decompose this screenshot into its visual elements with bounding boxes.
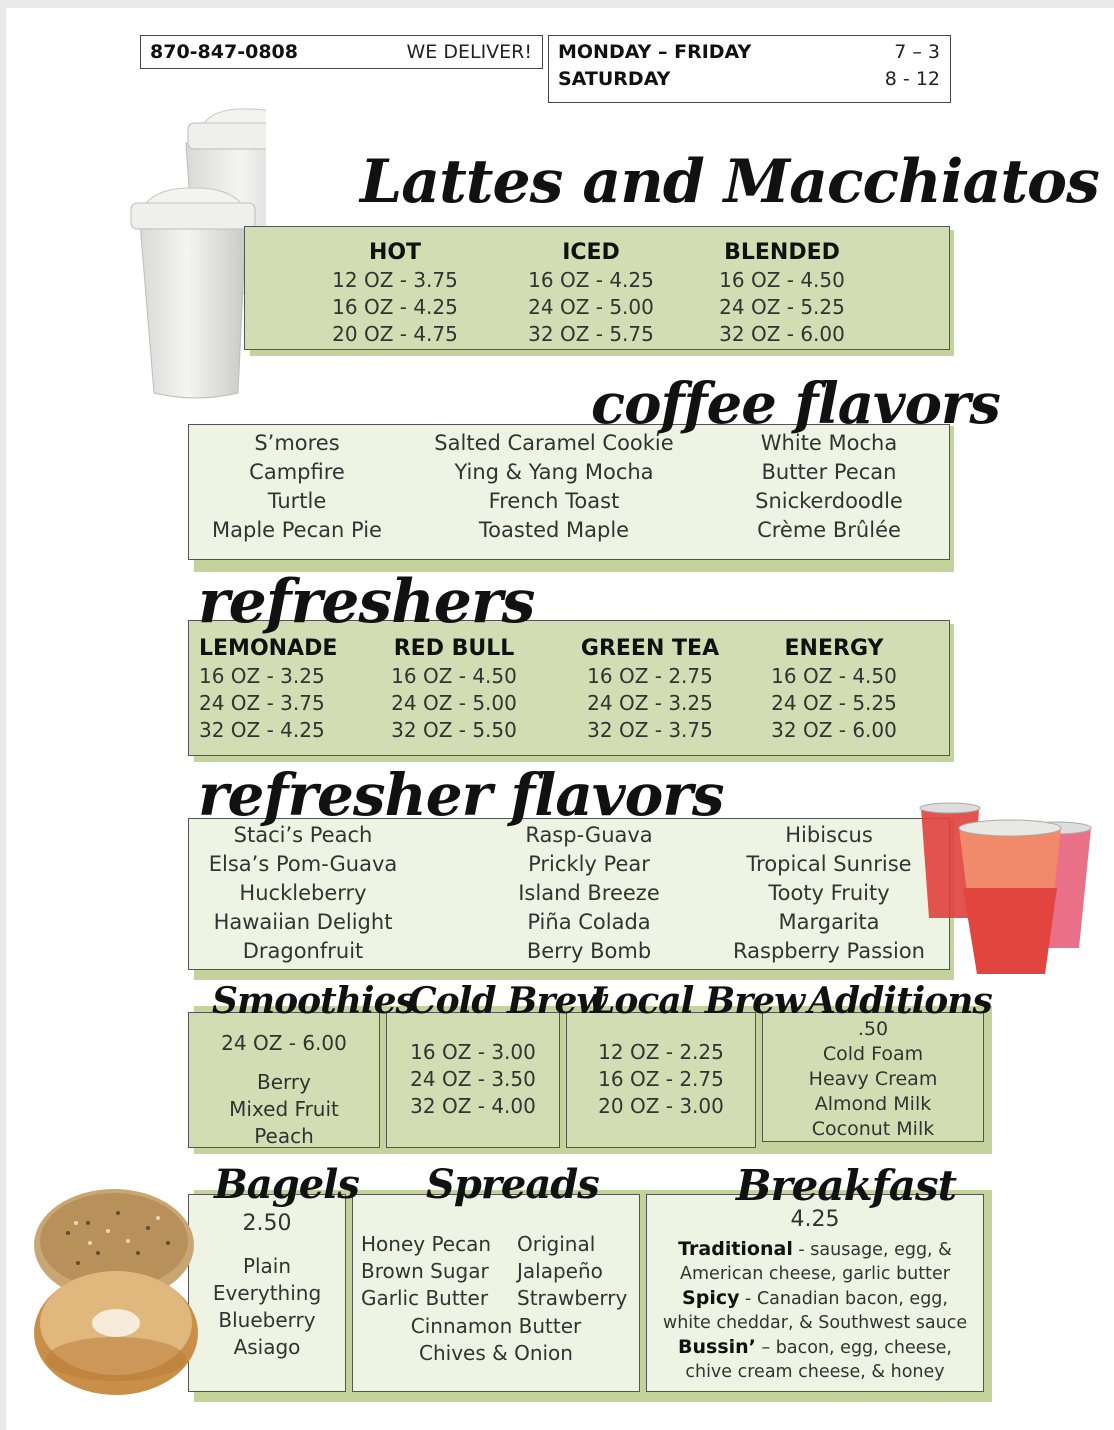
item-separator: -	[739, 1289, 757, 1309]
size-price: 16 OZ - 4.50	[719, 268, 845, 292]
flavor-item: Berry Bomb	[526, 939, 652, 963]
bagels-box	[188, 1194, 346, 1392]
bagel-item: Asiago	[233, 1335, 301, 1359]
breakfast-price: 4.25	[790, 1207, 840, 1232]
size-price: 16 OZ - 2.75	[587, 664, 713, 688]
refreshers-col-lemonade	[199, 635, 337, 744]
size-price: 24 OZ - 5.25	[771, 691, 897, 715]
item-name: Bussin’	[678, 1336, 756, 1358]
hours-days: MONDAY – FRIDAY	[558, 41, 752, 63]
hours-time: 7 – 3	[894, 41, 940, 63]
size-price: 32 OZ - 3.75	[587, 718, 713, 742]
bagel-item: Plain	[242, 1254, 292, 1278]
size-price: 24 OZ - 5.00	[528, 295, 654, 319]
refreshers-title: refreshers	[198, 567, 535, 637]
column-heading: GREEN TEA	[580, 636, 720, 661]
flavor-item: Hawaiian Delight	[213, 910, 393, 934]
breakfast-item-spicy	[647, 1286, 983, 1311]
flavor-item: Elsa’s Pom-Guava	[208, 852, 398, 876]
column-heading: LEMONADE	[199, 636, 338, 661]
spreads-grid	[361, 1231, 627, 1312]
spreads-box	[352, 1194, 640, 1392]
flavor-item: Toasted Maple	[478, 518, 630, 542]
cold-brew-box	[386, 1012, 560, 1148]
hours-time: 8 - 12	[884, 68, 940, 90]
spreads-row	[361, 1231, 627, 1258]
smoothie-item: Peach	[254, 1124, 314, 1148]
lattes-column-blended	[702, 239, 862, 348]
item-description: bacon, egg, cheese,	[775, 1338, 952, 1358]
column-heading: ICED	[562, 240, 620, 265]
addition-item: Heavy Cream	[808, 1068, 938, 1090]
size-price: 16 OZ - 4.25	[528, 268, 654, 292]
flavor-item: Piña Colada	[527, 910, 651, 934]
breakfast-item-traditional	[647, 1237, 983, 1262]
flavor-item: Crème Brûlée	[757, 518, 901, 542]
coffee-flavors-col-1	[189, 429, 405, 545]
bagel-item: Blueberry	[218, 1308, 316, 1332]
bagel-item: Everything	[212, 1281, 322, 1305]
bagel-image	[28, 1183, 198, 1401]
column-heading: BLENDED	[724, 240, 840, 265]
item-description: white cheddar, & Southwest sauce	[662, 1313, 968, 1333]
size-price: 32 OZ - 4.00	[410, 1094, 536, 1118]
item-description: American cheese, garlic butter	[680, 1264, 950, 1284]
refresher-cups-image	[911, 798, 1096, 978]
size-price: 32 OZ - 6.00	[719, 322, 845, 346]
hours-days: SATURDAY	[558, 68, 671, 90]
flavor-item: Turtle	[267, 489, 327, 513]
coffee-flavors-col-2	[409, 429, 699, 545]
refresher-flavors-col-3	[719, 821, 939, 966]
size-price: 24 OZ - 5.25	[719, 295, 845, 319]
refreshers-col-greentea	[575, 635, 725, 744]
lattes-column-hot	[315, 239, 475, 348]
column-heading: HOT	[368, 240, 422, 265]
spreads-extra	[353, 1313, 639, 1367]
flavor-item: S’mores	[254, 431, 340, 455]
refreshers-col-energy	[759, 635, 909, 744]
coffee-flavors-col-3	[719, 429, 939, 545]
addition-item: Coconut Milk	[811, 1118, 935, 1140]
size-price: 32 OZ - 6.00	[771, 718, 897, 742]
size-price: 16 OZ - 2.75	[598, 1067, 724, 1091]
item-separator: -	[792, 1240, 811, 1260]
item-name: Spicy	[682, 1287, 740, 1309]
flavor-item: Hibiscus	[785, 823, 873, 847]
spread-item: Honey Pecan	[361, 1232, 492, 1256]
additions-price: .50	[857, 1018, 889, 1040]
item-description: sausage, egg, &	[810, 1240, 952, 1260]
size-price: 24 OZ - 5.00	[391, 691, 517, 715]
addition-item: Almond Milk	[814, 1093, 932, 1115]
bagels-price: 2.50	[242, 1211, 292, 1236]
size-price: 16 OZ - 4.25	[332, 295, 458, 319]
spread-item: Jalapeño	[517, 1259, 603, 1283]
refresher-flavors-box	[188, 818, 950, 970]
flavor-item: Raspberry Passion	[733, 939, 925, 963]
size-price: 16 OZ - 3.00	[410, 1040, 536, 1064]
hours-box	[548, 35, 951, 103]
flavor-item: Campfire	[249, 460, 345, 484]
additions-items	[763, 1017, 983, 1142]
column-heading: RED BULL	[393, 636, 515, 661]
additions-box	[762, 1012, 984, 1142]
flavor-item: Rasp-Guava	[525, 823, 653, 847]
coffee-flavors-title: coffee flavors	[591, 371, 1000, 437]
phone-number[interactable]: 870-847-0808	[150, 41, 298, 63]
refresher-flavors-col-2	[489, 821, 689, 966]
flavor-item: Butter Pecan	[761, 460, 897, 484]
smoothie-item: Berry	[257, 1070, 311, 1094]
size-price: 24 OZ - 3.50	[410, 1067, 536, 1091]
smoothie-item: Mixed Fruit	[229, 1097, 339, 1121]
size-price: 20 OZ - 3.00	[598, 1094, 724, 1118]
smoothies-items	[189, 1069, 379, 1150]
item-name: Traditional	[678, 1238, 793, 1260]
flavor-item: Staci’s Peach	[233, 823, 373, 847]
spread-item: Garlic Butter	[361, 1286, 489, 1310]
breakfast-items	[647, 1237, 983, 1384]
size-price: 16 OZ - 3.25	[199, 664, 325, 688]
lattes-title: Lattes and Macchiatos	[360, 147, 1099, 217]
lattes-box	[244, 226, 950, 350]
breakfast-item-bussin	[647, 1335, 983, 1360]
column-heading: ENERGY	[784, 636, 884, 661]
flavor-item: Tropical Sunrise	[746, 852, 912, 876]
bagels-title: Bagels	[214, 1161, 359, 1208]
size-price: 32 OZ - 4.25	[199, 718, 325, 742]
spreads-row	[361, 1285, 627, 1312]
size-price: 12 OZ - 3.75	[332, 268, 458, 292]
flavor-item: Ying & Yang Mocha	[454, 460, 654, 484]
flavor-item: Island Breeze	[518, 881, 660, 905]
spreads-row	[361, 1258, 627, 1285]
coffee-flavors-box	[188, 424, 950, 560]
size-price: 32 OZ - 5.75	[528, 322, 654, 346]
cold-brew-sizes	[387, 1039, 559, 1120]
refresher-flavors-title: refresher flavors	[198, 761, 724, 829]
size-price: 32 OZ - 5.50	[391, 718, 517, 742]
refreshers-col-redbull	[379, 635, 529, 744]
addition-item: Cold Foam	[822, 1043, 924, 1065]
bagels-items	[189, 1253, 345, 1361]
size-price: 24 OZ - 3.75	[199, 691, 325, 715]
smoothies-box	[188, 1012, 380, 1148]
flavor-item: Maple Pecan Pie	[212, 518, 382, 542]
spread-item: Chives & Onion	[419, 1341, 573, 1365]
menu-page	[6, 8, 1114, 1430]
lattes-column-iced	[511, 239, 671, 348]
breakfast-title: Breakfast	[736, 1161, 956, 1210]
flavor-item: Tooty Fruity	[768, 881, 890, 905]
item-description: Canadian bacon, egg,	[756, 1289, 948, 1309]
refresher-flavors-col-1	[193, 821, 413, 966]
flavor-item: White Mocha	[760, 431, 898, 455]
size-price: 20 OZ - 4.75	[332, 322, 458, 346]
local-brew-title: Local Brew	[590, 980, 805, 1022]
smoothies-price: 24 OZ - 6.00	[221, 1031, 347, 1055]
refreshers-box	[188, 620, 950, 756]
size-price: 16 OZ - 4.50	[391, 664, 517, 688]
contact-box	[140, 35, 543, 69]
flavor-item: Margarita	[778, 910, 880, 934]
breakfast-box	[646, 1194, 984, 1392]
flavor-item: Salted Caramel Cookie	[434, 431, 674, 455]
additions-title: Additions	[808, 980, 992, 1022]
flavor-item: Dragonfruit	[242, 939, 364, 963]
size-price: 24 OZ - 3.25	[587, 691, 713, 715]
item-description: chive cream cheese, & honey	[685, 1362, 945, 1382]
size-price: 16 OZ - 4.50	[771, 664, 897, 688]
flavor-item: Prickly Pear	[528, 852, 650, 876]
cold-brew-title: Cold Brew	[408, 980, 607, 1022]
spread-item: Brown Sugar	[361, 1259, 489, 1283]
spread-item: Cinnamon Butter	[410, 1314, 582, 1338]
spread-item: Original	[517, 1232, 596, 1256]
flavor-item: Huckleberry	[239, 881, 367, 905]
spread-item: Strawberry	[517, 1286, 628, 1310]
size-price: 12 OZ - 2.25	[598, 1040, 724, 1064]
smoothies-title: Smoothies	[212, 980, 415, 1022]
flavor-item: Snickerdoodle	[755, 489, 903, 513]
delivery-note: WE DELIVER!	[406, 41, 532, 63]
local-brew-sizes	[567, 1039, 755, 1120]
spreads-title: Spreads	[426, 1161, 599, 1208]
local-brew-box	[566, 1012, 756, 1148]
item-separator: –	[755, 1338, 776, 1358]
flavor-item: French Toast	[488, 489, 620, 513]
